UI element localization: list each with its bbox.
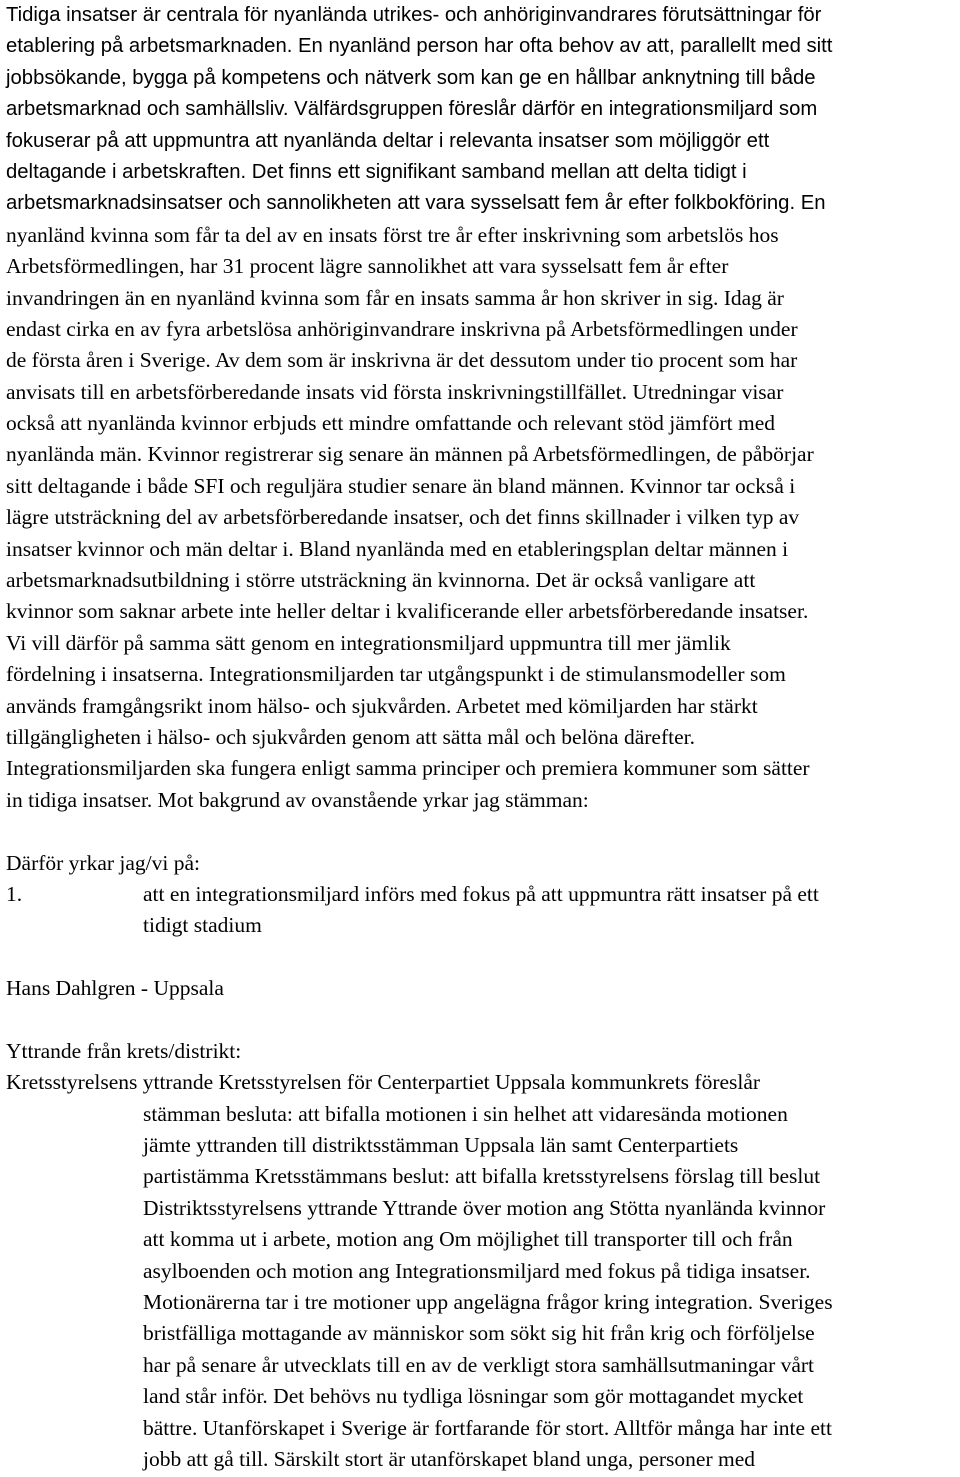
text-line: Integrationsmiljarden ska fungera enligt samma principer och premiera kommuner som sätter <box>6 756 810 781</box>
text-line: Distriktsstyrelsens yttrande Yttrande över motion ang Stötta nyanlända kvinnor <box>143 1195 826 1220</box>
text-line: har på senare år utvecklats till en av de verkligt stora samhällsutmaningar vårt <box>143 1352 815 1377</box>
demand-text-line: tidigt stadium <box>143 913 262 938</box>
text-line: lägre utsträckning del av arbetsförberedande insatser, och det finns skillnader i vilken typ av <box>6 505 800 530</box>
text-line: partistämma Kretsstämmans beslut: att bifalla kretsstyrelsens förslag till beslut <box>143 1164 821 1189</box>
text-line: de första åren i Sverige. Av dem som är inskrivna är det dessutom under tio procent som har <box>6 348 798 373</box>
text-line: deltagande i arbetskraften. Det finns ett signifikant samband mellan att delta tidigt i <box>6 160 747 183</box>
text-line: stämman besluta: att bifalla motionen i sin helhet att vidaresända motionen <box>143 1101 788 1126</box>
demand-number: 1. <box>6 881 23 906</box>
text-line: att komma ut i arbete, motion ang Om möjlighet till transporter till och från <box>143 1227 793 1252</box>
statement-body <box>143 1099 956 1476</box>
text-line: fördelning i insatserna. Integrationsmiljarden tar utgångspunkt i de stimulansmodeller som <box>6 662 786 687</box>
text-line: anvisats till en arbetsförberedande insats vid första inskrivningstillfället. Utredningar visar <box>6 379 784 404</box>
motion-paragraph-sans <box>6 0 956 220</box>
text-line: nyanlända män. Kvinnor registrerar sig senare än männen på Arbetsförmedlingen, de påbörjar <box>6 442 814 467</box>
blank-line <box>6 1005 956 1036</box>
statement-heading: Yttrande från krets/distrikt: <box>6 1038 242 1063</box>
author-line: Hans Dahlgren - Uppsala <box>6 976 224 1001</box>
text-line: Arbetsförmedlingen, har 31 procent lägre sannolikhet att vara sysselsatt fem år efter <box>6 254 729 279</box>
text-line: tillgängligheten i hälso- och sjukvården genom att sätta mål och belöna därefter. <box>6 724 695 749</box>
text-line: fokuserar på att uppmuntra att nyanlända deltar i relevanta insatser som möjliggör ett <box>6 129 770 152</box>
text-line: bättre. Utanförskapet i Sverige är fortfarande för stort. Alltför många har inte ett <box>143 1415 832 1440</box>
text-line: jobbsökande, bygga på kompetens och nätverk som kan ge en hållbar anknytning till både <box>6 66 816 89</box>
text-line: land står inför. Det behövs nu tydliga lösningar som gör mottagandet mycket <box>143 1384 804 1409</box>
text-line: Tidiga insatser är centrala för nyanlända utrikes- och anhöriginvandrares förutsättningar för <box>6 4 822 26</box>
text-line: Motionärerna tar i tre motioner upp angelägna frågor kring integration. Sveriges <box>143 1290 833 1315</box>
text-line: nyanländ kvinna som får ta del av en insats först tre år efter inskrivning som arbetslös hos <box>6 222 779 247</box>
demand-item <box>6 879 956 942</box>
text-line: bristfälliga mottagande av människor som sökt sig hit från krig och förföljelse <box>143 1321 815 1346</box>
text-line: in tidiga insatser. Mot bakgrund av ovanstående yrkar jag stämman: <box>6 787 589 812</box>
text-line: arbetsmarknadsinsatser och sannolikheten att vara sysselsatt fem år efter folkbokföring. En <box>6 192 826 215</box>
demands-heading: Därför yrkar jag/vi på: <box>6 850 201 875</box>
statement-first-line: Kretsstyrelsens yttrande Kretsstyrelsen för Centerpartiet Uppsala kommunkrets föreslår <box>6 1070 761 1095</box>
text-line: asylboenden och motion ang Integrationsmiljard med fokus på tidiga insatser. <box>143 1258 811 1283</box>
text-line: Vi vill därför på samma sätt genom en integrationsmiljard uppmuntra till mer jämlik <box>6 630 731 655</box>
text-line: kvinnor som saknar arbete inte heller deltar i kvalificerande eller arbetsförberedande insatser. <box>6 599 809 624</box>
blank-line <box>6 942 956 973</box>
text-line: invandringen än en nyanländ kvinna som får en insats samma år hon skriver in sig. Idag är <box>6 285 784 310</box>
demand-text-line: att en integrationsmiljard införs med fokus på att uppmuntra rätt insatser på ett <box>143 881 819 906</box>
text-line: etablering på arbetsmarknaden. En nyanländ person har ofta behov av att, parallellt med sitt <box>6 35 833 58</box>
text-line: sitt deltagande i både SFI och reguljära studier senare än bland männen. Kvinnor tar också i <box>6 473 796 498</box>
text-line: används framgångsrikt inom hälso- och sjukvården. Arbetet med kömiljarden har stärkt <box>6 693 758 718</box>
motion-paragraph-serif <box>6 220 956 1476</box>
text-line: jobb att gå till. Särskilt stort är utanförskapet bland unga, personer med <box>143 1446 756 1471</box>
text-line: arbetsmarknadsutbildning i större utsträckning än kvinnorna. Det är också vanligare att <box>6 568 756 593</box>
document-page <box>6 0 956 1475</box>
blank-line <box>6 816 956 847</box>
text-line: insatser kvinnor och män deltar i. Bland nyanlända med en etableringsplan deltar männen i <box>6 536 789 561</box>
text-line: endast cirka en av fyra arbetslösa anhöriginvandrare inskrivna på Arbetsförmedlingen under <box>6 316 798 341</box>
text-line: jämte yttranden till distriktsstämman Uppsala län samt Centerpartiets <box>143 1133 739 1158</box>
text-line: också att nyanlända kvinnor erbjuds ett mindre omfattande och relevant stöd jämfört med <box>6 411 775 436</box>
text-line: arbetsmarknad och samhällsliv. Välfärdsgruppen föreslår därför en integrationsmiljard som <box>6 98 818 121</box>
